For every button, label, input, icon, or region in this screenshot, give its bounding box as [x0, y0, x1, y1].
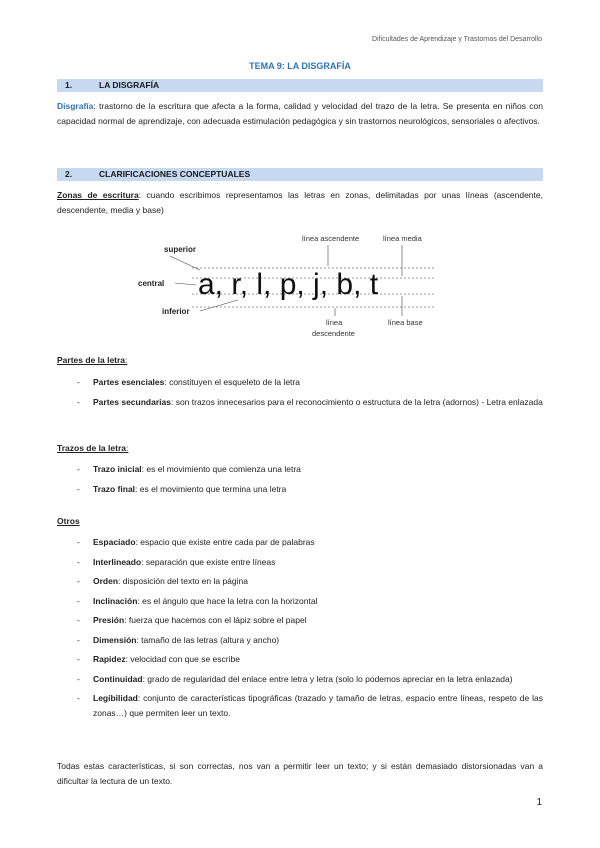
list-item-text: : conjunto de características tipográficas (trazado y tamaño de letras, espacio entre líneas, respeto de las zonas…) que permiten leer un texto.: [93, 693, 543, 718]
list-item: - Espaciado: espacio que existe entre cada par de palabras: [77, 537, 315, 547]
list-item-term: Trazo final: [93, 483, 136, 494]
label-central: central: [138, 279, 165, 288]
list-item-term: Dimensión: [93, 634, 137, 645]
page-number: 1: [536, 797, 542, 808]
arrow-inferior: [200, 300, 238, 311]
list-item: - Interlineado: separación que existe entre líneas: [77, 556, 276, 567]
label-descendente-2: descendente: [312, 329, 355, 338]
otros-heading: Otros: [57, 516, 80, 526]
disgrafia-definition: [57, 99, 543, 129]
arrow-superior: [170, 256, 200, 270]
list-item: - Dimensión: tamaño de las letras (altura y ancho): [77, 634, 280, 645]
list-item-text: : es el movimiento que termina una letra: [135, 483, 287, 494]
trazos-list: [57, 462, 543, 496]
label-superior: superior: [164, 245, 197, 254]
list-item-term: Rapidez: [93, 654, 126, 664]
list-item-text: : disposición del texto en la página: [118, 576, 248, 586]
list-item-text: : espacio que existe entre cada par de palabras: [135, 537, 315, 547]
label-descendente-1: línea: [326, 318, 343, 327]
list-item-text: : velocidad con que se escribe: [125, 654, 240, 664]
list-item-term: Orden: [93, 576, 119, 586]
list-item-term: Espaciado: [93, 537, 136, 547]
list-item-term: Partes esenciales: [93, 377, 165, 387]
list-item-text: : constituyen el esqueleto de la letra: [164, 377, 300, 387]
list-item: - Presión: fuerza que hacemos con el lápiz sobre el papel: [77, 615, 307, 625]
list-item: - Trazo final: es el movimiento que termina una letra: [77, 483, 287, 494]
list-item: - Orden: disposición del texto en la página: [77, 576, 248, 586]
disgrafia-term: Disgrafía: [57, 101, 94, 111]
diagram-letters: a, r, l, p, j, b, t: [198, 268, 379, 301]
section-1-bar: [57, 79, 543, 92]
section-2-bar: [57, 168, 543, 181]
label-base: línea base: [388, 318, 423, 327]
trazos-heading-colon: :: [125, 443, 129, 453]
arrow-central: [175, 283, 196, 285]
list-item-text: : son trazos innecesarios para el reconocimiento o estructura de la letra (adornos) - Letra enlazada: [170, 396, 543, 407]
list-item-text: : grado de regularidad del enlace entre letra y letra (solo lo podemos apreciar en la letra enlazada): [142, 673, 513, 684]
list-item-text: : es el movimiento que comienza una letra: [141, 464, 301, 474]
list-item-term: Legibilidad: [93, 693, 138, 703]
list-item-term: Presión: [93, 615, 125, 625]
list-item: - Continuidad: grado de regularidad del enlace entre letra y letra (solo lo podemos apreciar en la letra enlazada): [77, 673, 513, 684]
partes-list: [57, 375, 543, 409]
list-item: - Trazo inicial: es el movimiento que comienza una letra: [77, 464, 301, 474]
list-item-term: Trazo inicial: [93, 464, 142, 474]
partes-heading: [57, 355, 127, 365]
list-item-text: : fuerza que hacemos con el lápiz sobre el papel: [124, 615, 307, 625]
list-item-text: : separación que existe entre líneas: [141, 556, 276, 567]
section-1-heading: LA DISGRAFÍA: [99, 80, 160, 90]
list-item: - Rapidez: velocidad con que se escribe: [77, 654, 240, 664]
trazos-heading-text: Trazos de la letra: [57, 443, 126, 453]
list-item-term: Inclinación: [93, 595, 138, 606]
closing-paragraph: Todas estas características, si son correctas, nos van a permitir leer un texto; y si están demasiado distorsionadas van a dificultar la lectura de un texto.: [57, 761, 543, 786]
list-item: - Inclinación: es el ángulo que hace la letra con la horizontal: [77, 595, 318, 606]
section-1-number: 1.: [65, 80, 73, 90]
list-item: - Partes esenciales: constituyen el esqueleto de la letra: [77, 377, 300, 387]
list-item-term: Interlineado: [93, 556, 142, 567]
disgrafia-text: : trastorno de la escritura que afecta a la forma, calidad y velocidad del trazo de la letra. Se presenta en niños con capacidad normal de aprendizaje, con adecuada estimulación pedagógica y sin trastornos neurológicos, sensoriales o afectivos.: [57, 101, 543, 126]
otros-list: [57, 535, 543, 720]
list-item-text: : tamaño de las letras (altura y ancho): [136, 634, 280, 645]
zonas-definition: [57, 188, 543, 218]
running-header: Dificultades de Aprendizaje y Trastornos del Desarrollo: [371, 36, 542, 43]
label-ascendente: línea ascendente: [302, 234, 360, 243]
partes-heading-text: Partes de la letra: [57, 355, 126, 365]
partes-heading-colon: :: [125, 355, 128, 365]
section-2-heading: CLARIFICACIONES CONCEPTUALES: [99, 169, 251, 179]
trazos-heading: [57, 443, 128, 453]
list-item-term: Partes secundarias: [93, 396, 171, 407]
list-item: - Partes secundarias: son trazos innecesarios para el reconocimiento o estructura de la letra (adornos) - Letra enlazada: [77, 396, 543, 407]
zonas-text: : cuando escribimos representamos las letras en zonas, delimitadas por unas líneas (ascendente, descendente, media y base): [57, 190, 543, 215]
list-item: - Legibilidad: conjunto de características tipográficas (trazado y tamaño de letras, espacio entre líneas, respeto de las zonas…) que permiten leer un texto.: [77, 693, 543, 718]
label-media: línea media: [383, 234, 422, 243]
label-inferior: inferior: [162, 307, 190, 316]
list-item-text: : es el ángulo que hace la letra con la horizontal: [137, 595, 318, 606]
list-item-term: Continuidad: [93, 673, 143, 684]
zonas-term: Zonas de escritura: [57, 190, 139, 200]
writing-zones-diagram: [130, 228, 470, 346]
section-2-number: 2.: [65, 169, 73, 179]
page-title: TEMA 9: LA DISGRAFÍA: [249, 61, 351, 71]
